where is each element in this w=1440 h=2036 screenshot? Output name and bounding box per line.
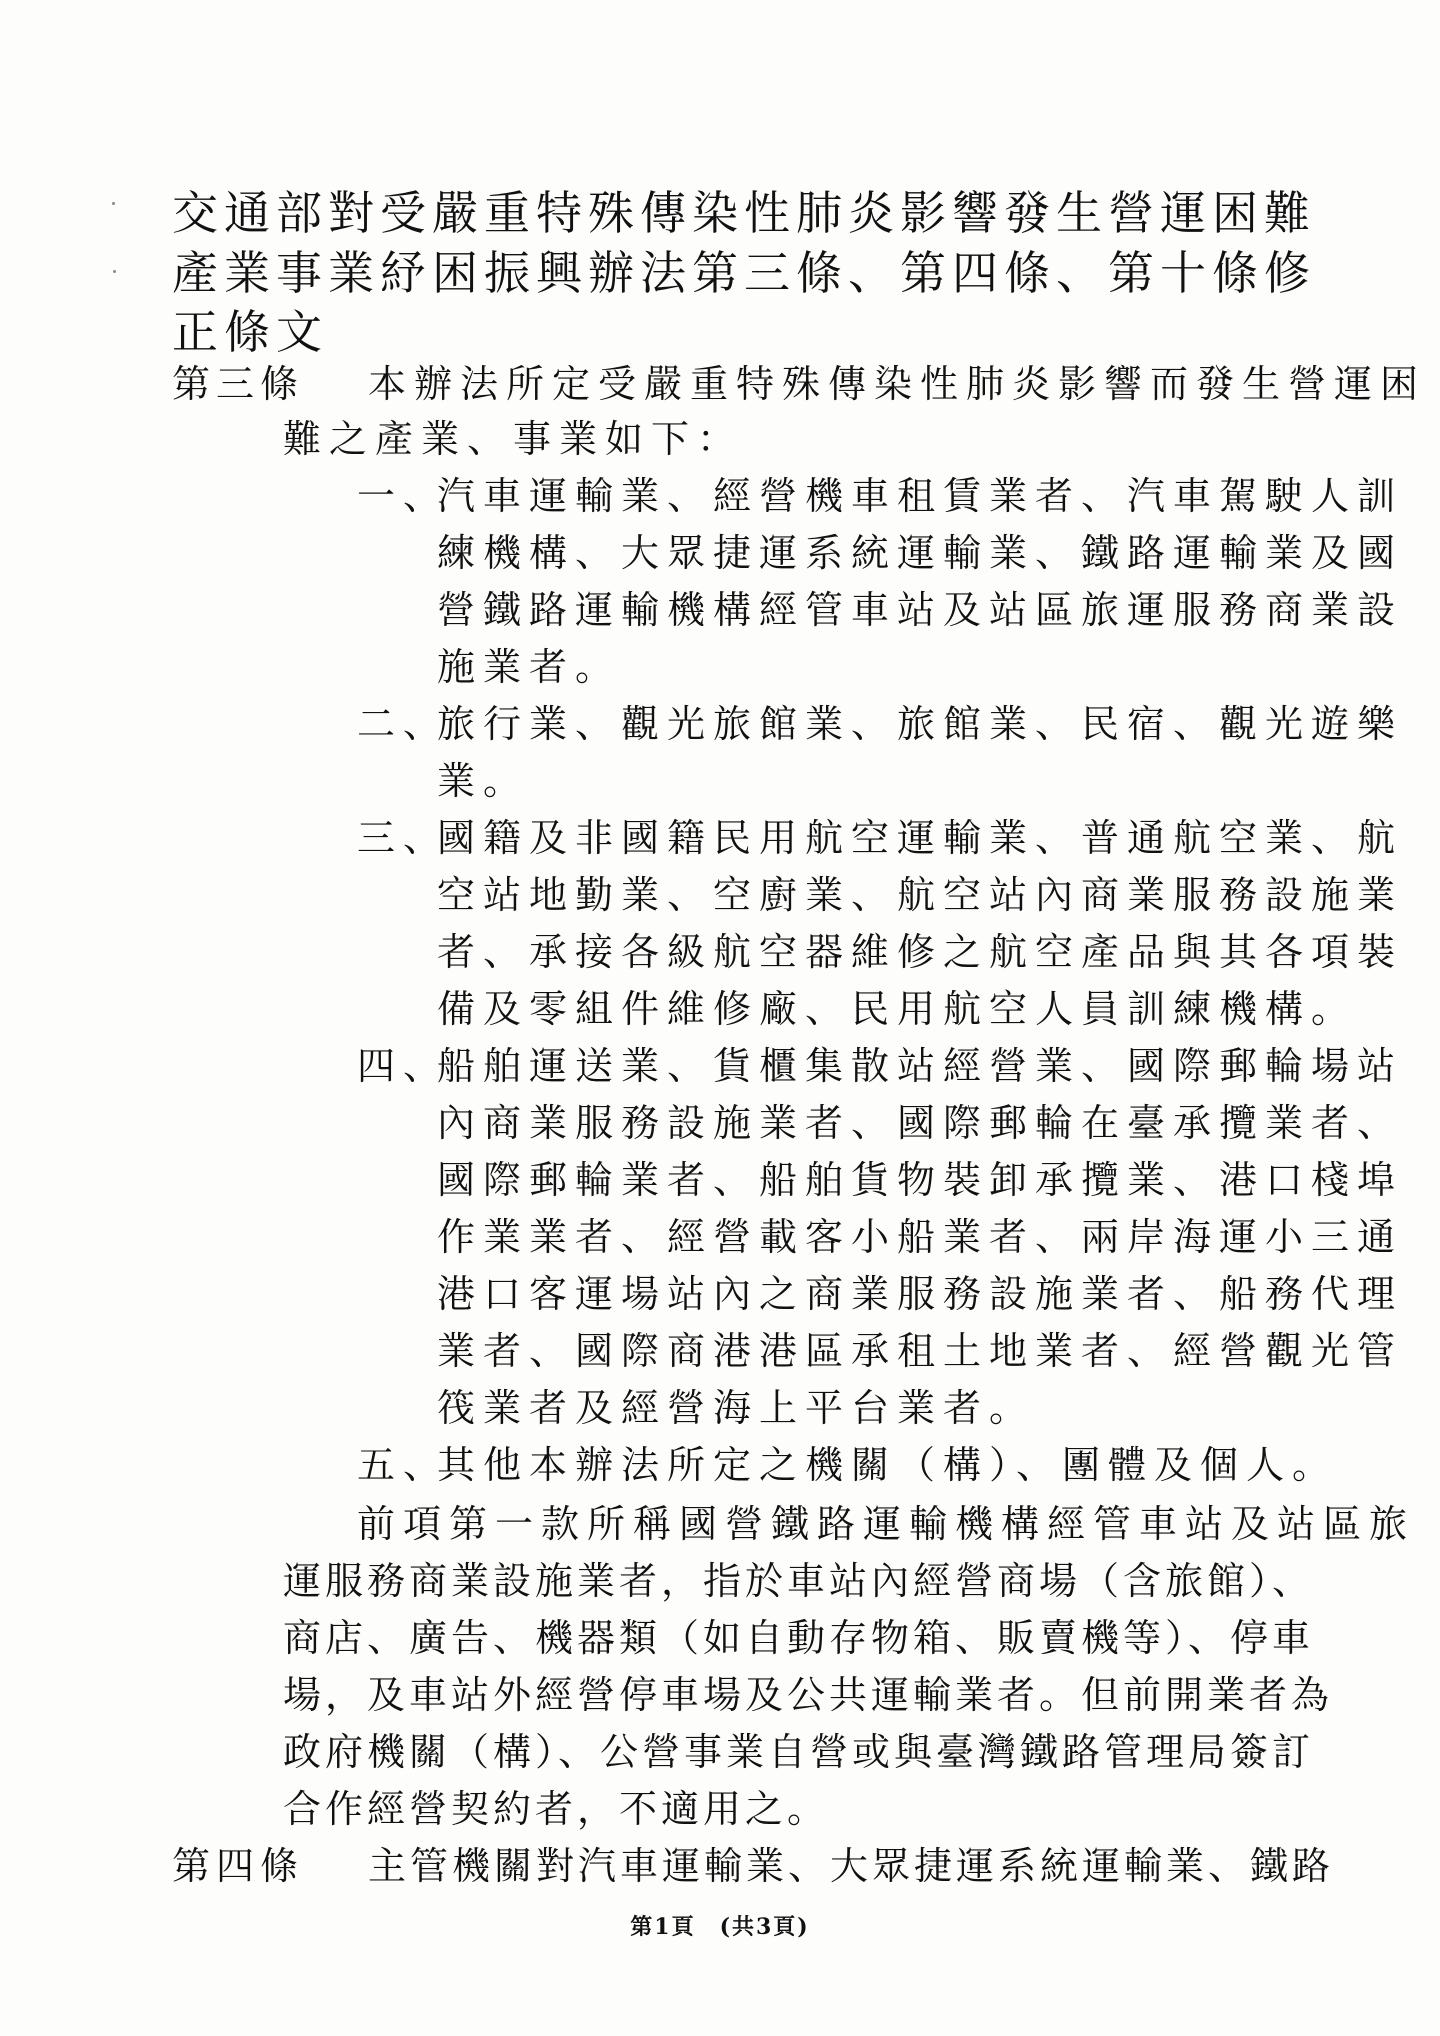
item-1-line: 練機構、大眾捷運系統運輸業、鐵路運輸業及國 (437, 531, 1404, 575)
item-2-line: 旅行業、觀光旅館業、旅館業、民宿、觀光遊樂 (437, 702, 1404, 746)
item-3-number: 三、 (357, 816, 450, 860)
article-4-text-line: 主管機關對汽車運輸業、大眾捷運系統運輸業、鐵路 (368, 1844, 1335, 1888)
item-3-line: 者、承接各級航空器維修之航空產品與其各項裝 (437, 930, 1404, 974)
document-title-line-1: 交通部對受嚴重特殊傳染性肺炎影響發生營運困難 (172, 186, 1316, 240)
article-3-para-2-line: 前項第一款所稱國營鐵路運輸機構經管車站及站區旅 (357, 1502, 1416, 1546)
scan-speck (112, 202, 115, 205)
article-4-label: 第四條 (172, 1844, 305, 1888)
article-3-label: 第三條 (172, 362, 305, 406)
item-4-line: 船舶運送業、貨櫃集散站經營業、國際郵輪場站 (437, 1044, 1404, 1088)
item-5-number: 五、 (357, 1443, 450, 1487)
item-1-number: 一、 (357, 474, 450, 518)
item-4-line: 作業業者、經營載客小船業者、兩岸海運小三通 (437, 1215, 1404, 1259)
page-number: 第1頁 (共3頁) (630, 1914, 810, 1940)
article-3-text-line: 本辦法所定受嚴重特殊傳染性肺炎影響而發生營運困 (368, 362, 1427, 406)
document-title-line-3: 正條文 (172, 305, 328, 359)
item-4-line: 港口客運場站內之商業服務設施業者、船務代理 (437, 1272, 1404, 1316)
article-3-para-2-line: 場，及車站外經營停車場及公共運輸業者。但前開業者為 (283, 1673, 1334, 1717)
item-2-line: 業。 (437, 759, 530, 803)
item-3-line: 備及零組件維修廠、民用航空人員訓練機構。 (437, 987, 1358, 1031)
item-4-number: 四、 (357, 1044, 450, 1088)
item-2-number: 二、 (357, 702, 450, 746)
article-3-para-2-line: 商店、廣告、機器類（如自動存物箱、販賣機等）、停車 (283, 1616, 1315, 1660)
article-3-para-2-line: 運服務商業設施業者，指於車站內經營商場（含旅館）、 (283, 1559, 1315, 1603)
item-4-line: 內商業服務設施業者、國際郵輪在臺承攬業者、 (437, 1101, 1404, 1145)
item-1-line: 汽車運輸業、經營機車租賃業者、汽車駕駛人訓 (437, 474, 1404, 518)
item-1-line: 施業者。 (437, 645, 622, 689)
article-3-text-line: 難之產業、事業如下： (283, 417, 744, 461)
item-3-line: 空站地勤業、空廚業、航空站內商業服務設施業 (437, 873, 1404, 917)
item-1-line: 營鐵路運輸機構經管車站及站區旅運服務商業設 (437, 588, 1404, 632)
item-4-line: 業者、國際商港港區承租土地業者、經營觀光管 (437, 1329, 1404, 1373)
item-4-line: 筏業者及經營海上平台業者。 (437, 1386, 1036, 1430)
item-5-line: 其他本辦法所定之機關（構）、團體及個人。 (437, 1443, 1339, 1487)
scan-speck (113, 270, 116, 273)
item-4-line: 國際郵輪業者、船舶貨物裝卸承攬業、港口棧埠 (437, 1158, 1404, 1202)
article-3-para-2-line: 政府機關（構）、公營事業自營或與臺灣鐵路管理局簽訂 (283, 1730, 1315, 1774)
document-title-line-2: 產業事業紓困振興辦法第三條、第四條、第十條修 (172, 246, 1316, 300)
page-number-footer (0, 1910, 1440, 1941)
article-3-para-2-line: 合作經營契約者，不適用之。 (283, 1787, 830, 1831)
item-3-line: 國籍及非國籍民用航空運輸業、普通航空業、航 (437, 816, 1404, 860)
